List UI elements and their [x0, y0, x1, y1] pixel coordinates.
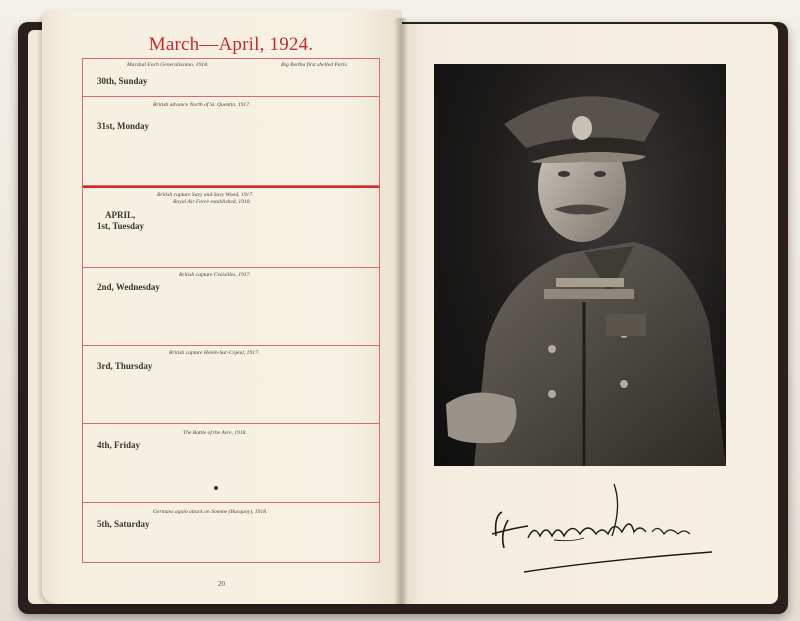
event-text: Royal Air Force established, 1918.	[173, 199, 251, 205]
event-text: Big Bertha first shelled Paris.	[281, 62, 348, 68]
month-label: APRIL,	[105, 210, 136, 220]
diary-row	[83, 268, 379, 346]
day-label: 3rd, Thursday	[97, 361, 153, 371]
diary-row	[83, 346, 379, 424]
page-number: 20	[218, 580, 225, 588]
day-label: 2nd, Wednesday	[97, 282, 160, 292]
officer-portrait	[434, 64, 726, 466]
event-text: British capture Croisilles, 1917.	[179, 272, 251, 278]
day-label: 5th, Saturday	[97, 519, 150, 529]
handwritten-signature	[484, 476, 724, 586]
event-text: Marshal Foch Generalissimo, 1918.	[127, 62, 209, 68]
diary-row	[83, 59, 379, 97]
diary-row	[83, 97, 379, 186]
event-text: British capture Savy and Savy Wood, 1917.	[157, 192, 254, 198]
portrait-photo	[434, 64, 726, 466]
event-text: British advance North of St. Quentin, 1917.	[153, 102, 251, 108]
diary-row	[83, 424, 379, 503]
day-label: 30th, Sunday	[97, 76, 148, 86]
day-label: 31st, Monday	[97, 121, 150, 131]
page-title: March—April, 1924.	[148, 34, 314, 55]
book-gutter	[394, 18, 408, 606]
event-text: British capture Henin-Sur-Cojeul, 1917.	[169, 350, 260, 356]
diary-grid	[82, 58, 380, 563]
day-label: 4th, Friday	[97, 440, 141, 450]
event-text: Germans again attack on Somme (Bucquoy), 1918.	[153, 509, 268, 515]
ink-dot	[214, 486, 218, 490]
diary-row	[83, 186, 379, 268]
event-text: The Battle of the Avre, 1918.	[183, 430, 247, 436]
day-label: 1st, Tuesday	[97, 221, 145, 231]
diary-row	[83, 503, 379, 563]
